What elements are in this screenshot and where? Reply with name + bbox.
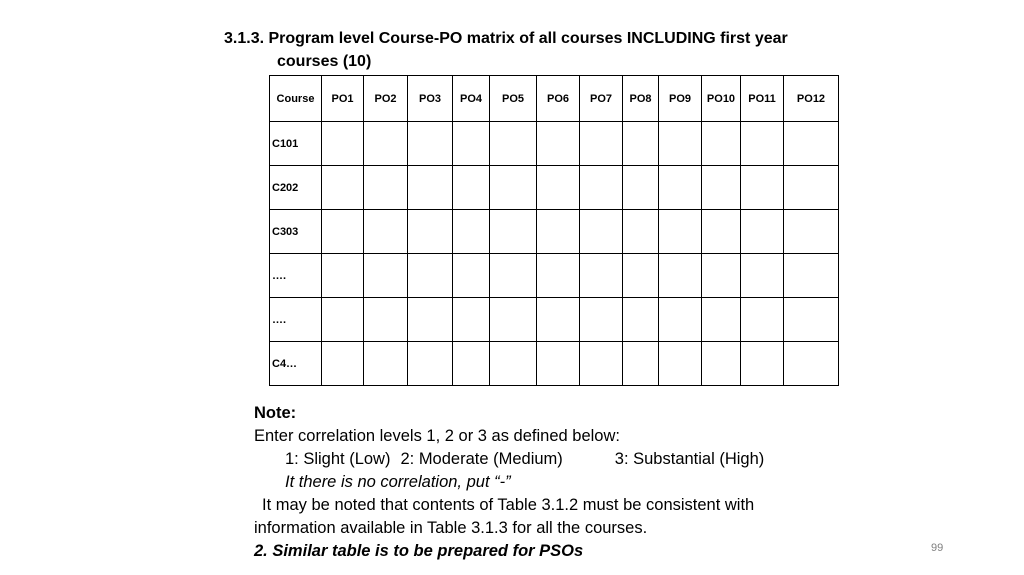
header-cell-po2: PO2 <box>364 76 408 122</box>
table-row <box>270 342 839 386</box>
correlation-cell <box>408 166 453 210</box>
page-number: 99 <box>931 542 944 554</box>
correlation-cell <box>322 210 364 254</box>
correlation-cell <box>408 122 453 166</box>
header-cell-po7: PO7 <box>580 76 623 122</box>
consistency-text-2: information available in Table 3.1.3 for all the courses. <box>254 519 648 537</box>
heading-line-1: 3.1.3. Program level Course-PO matrix of all courses INCLUDING first year <box>224 30 788 47</box>
correlation-cell <box>659 254 702 298</box>
correlation-cell <box>702 298 741 342</box>
correlation-cell <box>453 298 490 342</box>
correlation-cell <box>702 210 741 254</box>
correlation-cell <box>364 298 408 342</box>
header-cell-po1: PO1 <box>322 76 364 122</box>
correlation-cell <box>453 166 490 210</box>
note-instruction: Enter correlation levels 1, 2 or 3 as defined below: <box>254 427 620 445</box>
header-cell-po9: PO9 <box>659 76 702 122</box>
correlation-cell <box>364 210 408 254</box>
course-cell: C202 <box>270 166 322 210</box>
level-3-text: 3: Substantial (High) <box>614 450 765 468</box>
correlation-cell <box>537 210 580 254</box>
section-heading <box>224 27 788 73</box>
correlation-cell <box>453 254 490 298</box>
pso-text: 2. Similar table is to be prepared for PSOs <box>254 542 584 560</box>
correlation-cell <box>408 342 453 386</box>
correlation-cell <box>623 210 659 254</box>
correlation-cell <box>453 210 490 254</box>
correlation-cell <box>741 298 784 342</box>
correlation-cell <box>537 298 580 342</box>
header-cell-course: Course <box>270 76 322 122</box>
correlation-cell <box>537 254 580 298</box>
correlation-cell <box>490 254 537 298</box>
header-cell-po5: PO5 <box>490 76 537 122</box>
correlation-cell <box>580 254 623 298</box>
correlation-cell <box>702 254 741 298</box>
correlation-cell <box>490 166 537 210</box>
correlation-cell <box>659 210 702 254</box>
table-row <box>270 210 839 254</box>
course-cell: C303 <box>270 210 322 254</box>
correlation-cell <box>364 122 408 166</box>
header-cell-po3: PO3 <box>408 76 453 122</box>
correlation-cell <box>702 122 741 166</box>
correlation-cell <box>623 122 659 166</box>
correlation-cell <box>364 166 408 210</box>
header-cell-po8: PO8 <box>623 76 659 122</box>
correlation-cell <box>623 166 659 210</box>
course-cell: C4… <box>270 342 322 386</box>
header-cell-po4: PO4 <box>453 76 490 122</box>
correlation-cell <box>453 122 490 166</box>
correlation-cell <box>322 166 364 210</box>
table-row <box>270 122 839 166</box>
course-cell: …. <box>270 298 322 342</box>
correlation-cell <box>659 342 702 386</box>
correlation-cell <box>322 254 364 298</box>
header-cell-po11: PO11 <box>741 76 784 122</box>
correlation-cell <box>741 254 784 298</box>
correlation-cell <box>537 342 580 386</box>
correlation-cell <box>580 166 623 210</box>
correlation-cell <box>580 342 623 386</box>
correlation-cell <box>741 210 784 254</box>
header-cell-po6: PO6 <box>537 76 580 122</box>
correlation-levels <box>254 448 854 471</box>
correlation-cell <box>490 298 537 342</box>
note-title: Note: <box>254 404 297 422</box>
correlation-cell <box>580 210 623 254</box>
correlation-cell <box>322 122 364 166</box>
table-row <box>270 166 839 210</box>
correlation-cell <box>659 166 702 210</box>
no-correlation-text: It there is no correlation, put “-” <box>285 473 511 491</box>
correlation-cell <box>453 342 490 386</box>
correlation-cell <box>537 122 580 166</box>
correlation-cell <box>784 122 839 166</box>
note-block <box>254 402 854 563</box>
correlation-cell <box>659 122 702 166</box>
correlation-cell <box>784 298 839 342</box>
correlation-cell <box>623 342 659 386</box>
header-cell-po12: PO12 <box>784 76 839 122</box>
header-cell-po10: PO10 <box>702 76 741 122</box>
correlation-cell <box>741 166 784 210</box>
correlation-cell <box>784 166 839 210</box>
correlation-cell <box>741 122 784 166</box>
correlation-cell <box>490 342 537 386</box>
heading-line-2: courses (10) <box>277 53 372 70</box>
correlation-cell <box>408 210 453 254</box>
correlation-cell <box>580 122 623 166</box>
course-cell: …. <box>270 254 322 298</box>
correlation-cell <box>702 166 741 210</box>
correlation-cell <box>784 254 839 298</box>
correlation-cell <box>784 210 839 254</box>
correlation-cell <box>490 122 537 166</box>
correlation-cell <box>623 254 659 298</box>
course-po-matrix <box>269 75 839 386</box>
correlation-cell <box>741 342 784 386</box>
correlation-cell <box>623 298 659 342</box>
consistency-text-1: It may be noted that contents of Table 3.1.2 must be consistent with <box>262 496 755 514</box>
correlation-cell <box>537 166 580 210</box>
correlation-cell <box>784 342 839 386</box>
table-row <box>270 298 839 342</box>
correlation-cell <box>659 298 702 342</box>
correlation-cell <box>408 254 453 298</box>
correlation-cell <box>322 342 364 386</box>
correlation-cell <box>364 342 408 386</box>
correlation-cell <box>364 254 408 298</box>
course-cell: C101 <box>270 122 322 166</box>
table-row <box>270 254 839 298</box>
correlation-cell <box>702 342 741 386</box>
correlation-cell <box>490 210 537 254</box>
level-2-text: 2: Moderate (Medium) <box>400 450 563 468</box>
header-row <box>270 76 839 122</box>
level-1-text: 1: Slight (Low) <box>285 450 391 468</box>
correlation-cell <box>580 298 623 342</box>
correlation-cell <box>408 298 453 342</box>
correlation-cell <box>322 298 364 342</box>
